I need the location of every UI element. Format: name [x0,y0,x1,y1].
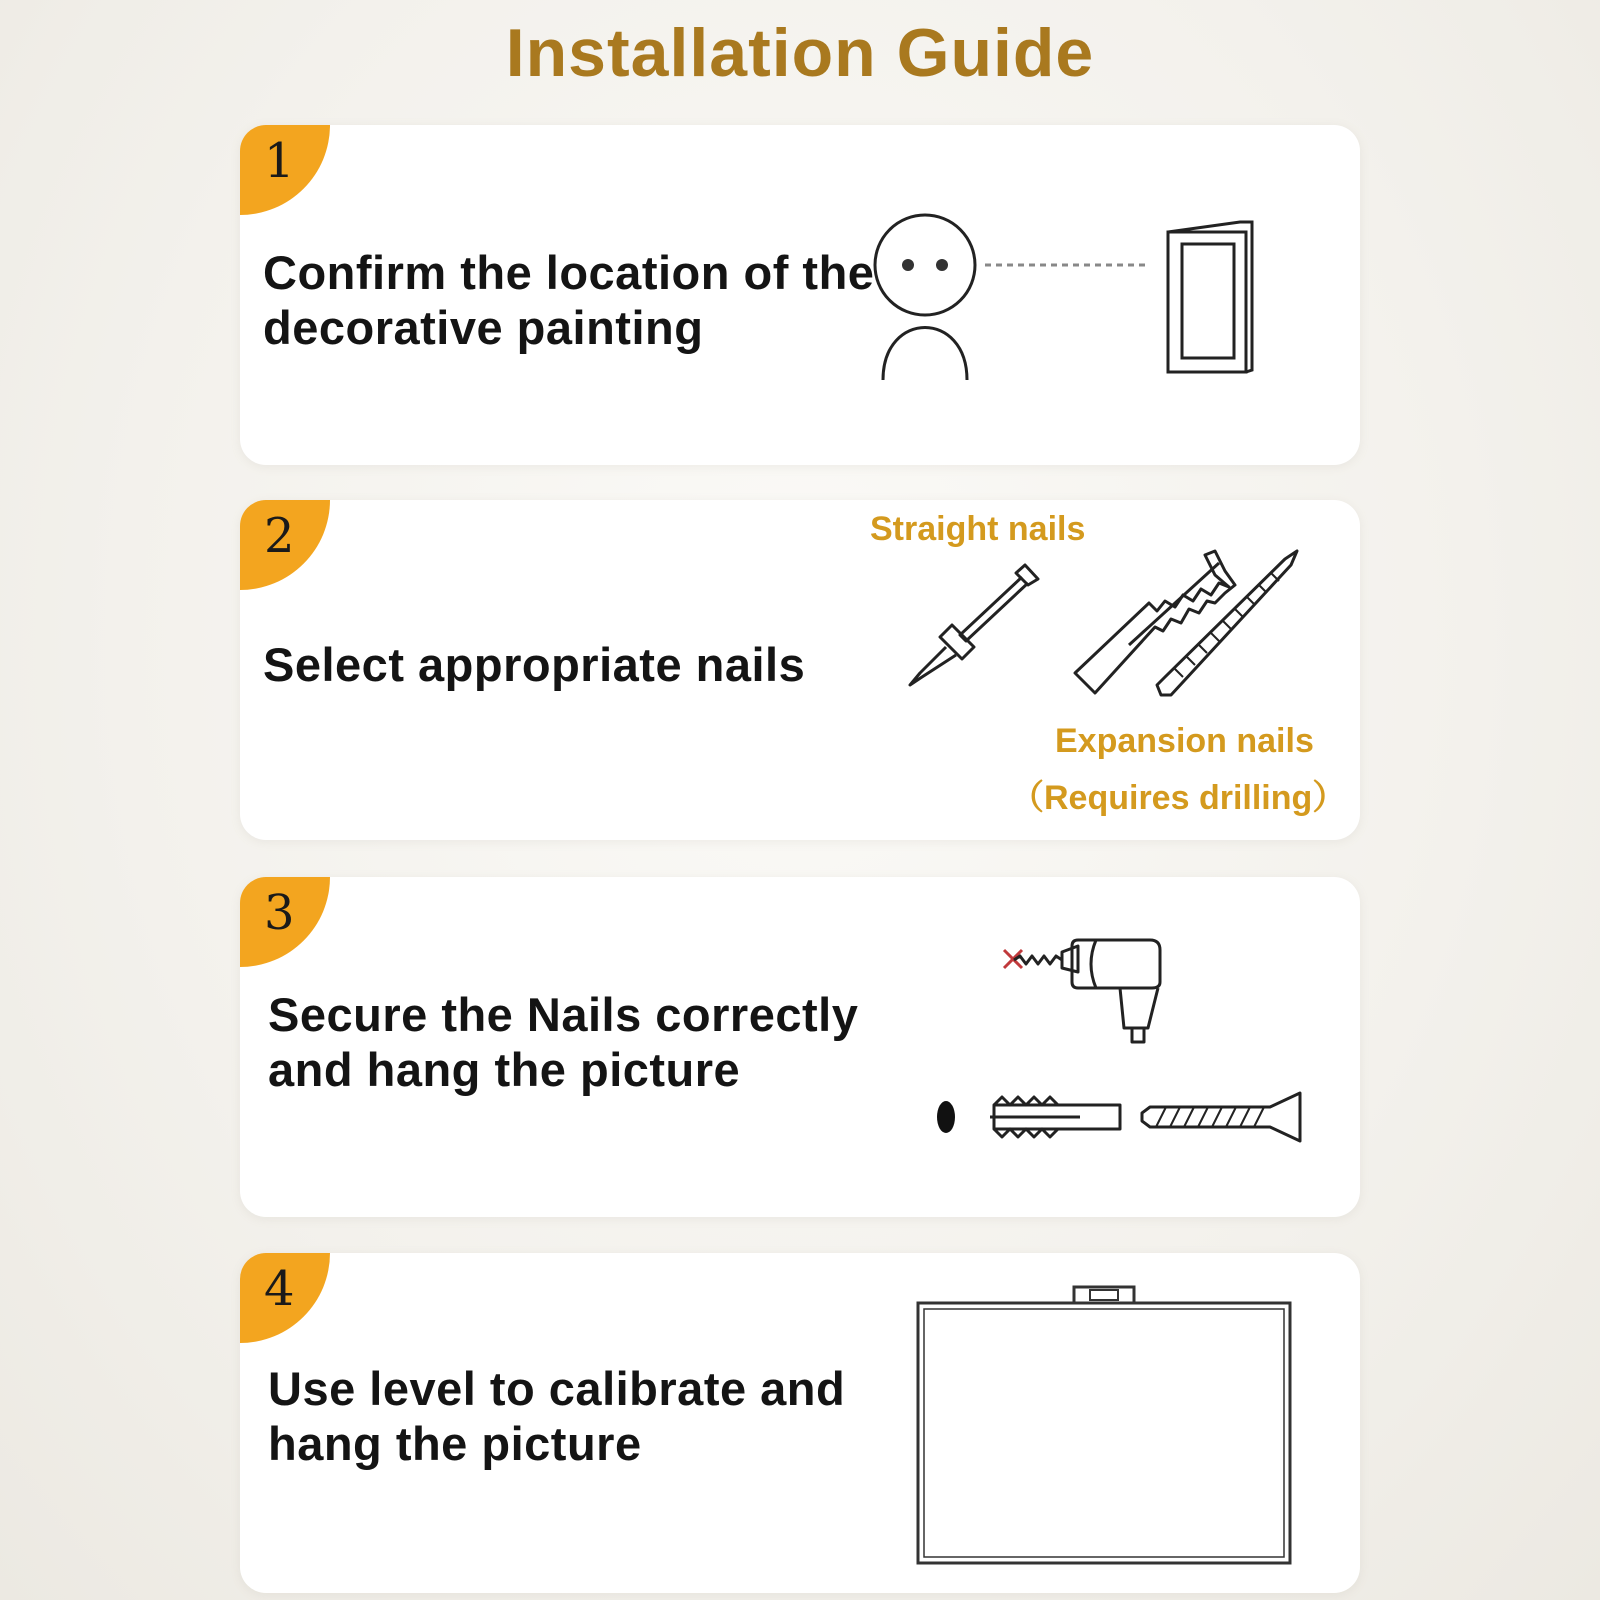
step-number-badge [240,125,330,215]
step-card-2 [240,500,1360,840]
step-text-line: decorative painting [263,301,704,354]
step-card-4 [240,1253,1360,1593]
step-number-badge [240,1253,330,1343]
step-number: 3 [264,885,295,941]
straight-nails-label: Straight nails [870,510,1086,548]
step-description [263,245,874,355]
frame-with-level-icon [910,1283,1300,1583]
step-number: 2 [264,508,295,564]
step-description [263,637,805,692]
page-title: Installation Guide [505,15,1095,91]
step-number-badge [240,877,330,967]
step-description [268,987,858,1097]
step-number: 4 [264,1261,295,1317]
step-number-badge [240,500,330,590]
expansion-nails-label: Expansion nails [1055,722,1314,760]
person-looking-at-frame-icon [860,210,1280,390]
drill-icon [1000,932,1200,1052]
step-text-line: hang the picture [268,1417,642,1470]
step-text-line: Use level to calibrate and [268,1362,846,1415]
step-card-1 [240,125,1360,465]
step-text-line: and hang the picture [268,1043,741,1096]
straight-nail-icon [900,555,1050,695]
step-description [268,1361,845,1471]
step-text-line: Select appropriate nails [263,638,806,691]
step-text-line: Secure the Nails correctly [268,988,859,1041]
step-card-3 [240,877,1360,1217]
expansion-nail-icon [1065,545,1315,705]
step-text-line: Confirm the location of the [263,246,875,299]
step-number: 1 [264,133,295,189]
requires-drilling-label: （Requires drilling） [1010,779,1347,817]
anchor-and-screw-icon [930,1087,1330,1147]
